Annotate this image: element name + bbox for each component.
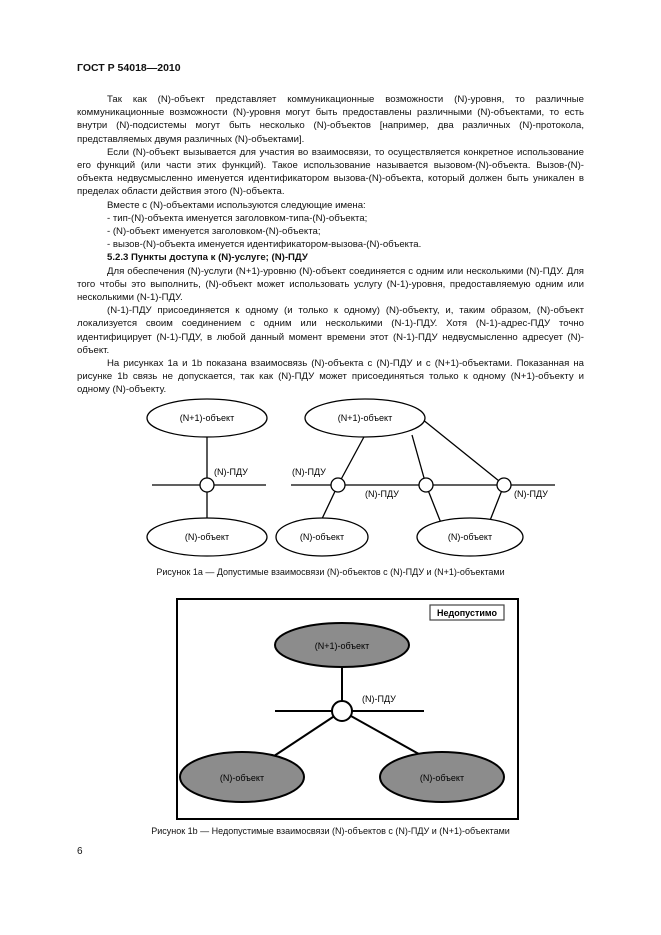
label-n-entity: (N)-объект	[419, 773, 465, 783]
sap-circle	[419, 478, 433, 492]
document-header: ГОСТ Р 54018—2010	[77, 62, 181, 74]
bullet-item-3: - вызов-(N)-объекта именуется идентификатором-вызова-(N)-объекта.	[107, 239, 422, 251]
label-n-plus-1-entity: (N+1)-объект	[314, 641, 370, 651]
label-n-entity: (N)-объект	[184, 532, 230, 542]
bullet-item-2: - (N)-объект именуется заголовком-(N)-объекта;	[107, 226, 321, 238]
sap-circle	[332, 701, 352, 721]
connector-line	[412, 435, 426, 485]
sap-circle	[331, 478, 345, 492]
paragraph-3: Вместе с (N)-объектами используются следующие имена:	[107, 199, 366, 211]
figure-1a-caption: Рисунок 1а — Допустимые взаимосвязи (N)-объектов с (N)-ПДУ и (N+1)-объектами	[156, 567, 505, 577]
label-sap: (N)-ПДУ	[292, 467, 326, 477]
label-sap: (N)-ПДУ	[365, 489, 399, 499]
bullet-item-1: - тип-(N)-объекта именуется заголовком-типа-(N)-объекта;	[107, 212, 368, 224]
figure-1b	[176, 598, 519, 820]
sap-circle	[497, 478, 511, 492]
page-number: 6	[77, 846, 83, 857]
label-n-entity: (N)-объект	[299, 532, 345, 542]
paragraph-2: Если (N)-объект вызывается для участия во взаимосвязи, то осуществляется конкретное использование его функций (или части этих функций). Такое использование называется вызовом-(N)-объекта. Вызов-(N)-объекта недвусмысленно именуется идентификатором вызова-(N)-объекта, который должен быть уникален в пределах области действия этого (N)-объекта.	[77, 146, 584, 198]
label-n-entity: (N)-объект	[219, 773, 265, 783]
label-sap: (N)-ПДУ	[514, 489, 548, 499]
figure-1b-caption: Рисунок 1b — Недопустимые взаимосвязи (N)-объектов с (N)-ПДУ и (N+1)-объектами	[151, 826, 510, 836]
label-sap: (N)-ПДУ	[362, 694, 396, 704]
label-n-plus-1-entity: (N+1)-объект	[179, 413, 235, 423]
label-n-plus-1-entity: (N+1)-объект	[337, 413, 393, 423]
connector-line	[422, 419, 504, 485]
section-title: 5.2.3 Пункты доступа к (N)-услуге; (N)-ПДУ	[107, 252, 308, 264]
label-n-entity: (N)-объект	[447, 532, 493, 542]
sap-circle	[200, 478, 214, 492]
body-text-block-1	[77, 93, 584, 397]
paragraph-1: Так как (N)-объект представляет коммуникационные возможности (N)-уровня, то различные коммуникационные возможности (N)-уровня могут быть предоставлены различными (N)-объектами, то есть внутри (N)-подсистемы могут быть несколько (N)-объектов [например, два различных (N)-протокола, представляемых двумя различных (N)-объектами].	[77, 94, 584, 145]
figure-1a	[0, 395, 661, 560]
label-sap: (N)-ПДУ	[214, 467, 248, 477]
paragraph-4: Для обеспечения (N)-услуги (N+1)-уровню (N)-объект соединяется с одним или несколькими (N)-ПДУ. Для того чтобы это выполнить, (N)-объект может использовать услугу (N-1)-уровня, предоставляемую одним или несколькими (N-1)-ПДУ.	[77, 265, 584, 304]
paragraph-5: (N-1)-ПДУ присоединяется к одному (и только к одному) (N)-объекту, и, таким образом, (N)-объект локализуется своим соединением с одним или несколькими (N-1)-ПДУ. Хотя (N-1)-адрес-ПДУ точно идентифицирует (N-1)-ПДУ, в любой данный момент времени этот (N-1)-ПДУ недвусмысленно адресует (N)-объект.	[77, 305, 584, 356]
paragraph-6: На рисунках 1а и 1b показана взаимосвязь (N)-объекта с (N)-ПДУ и с (N+1)-объектами. Показанная на рисунке 1b связь не допускается, так как (N)-ПДУ может присоединяться только к одному (N+1)-объекту и одному (N)-объекту.	[77, 358, 584, 396]
connector-line	[338, 435, 365, 485]
not-allowed-label: Недопустимо	[437, 608, 497, 618]
